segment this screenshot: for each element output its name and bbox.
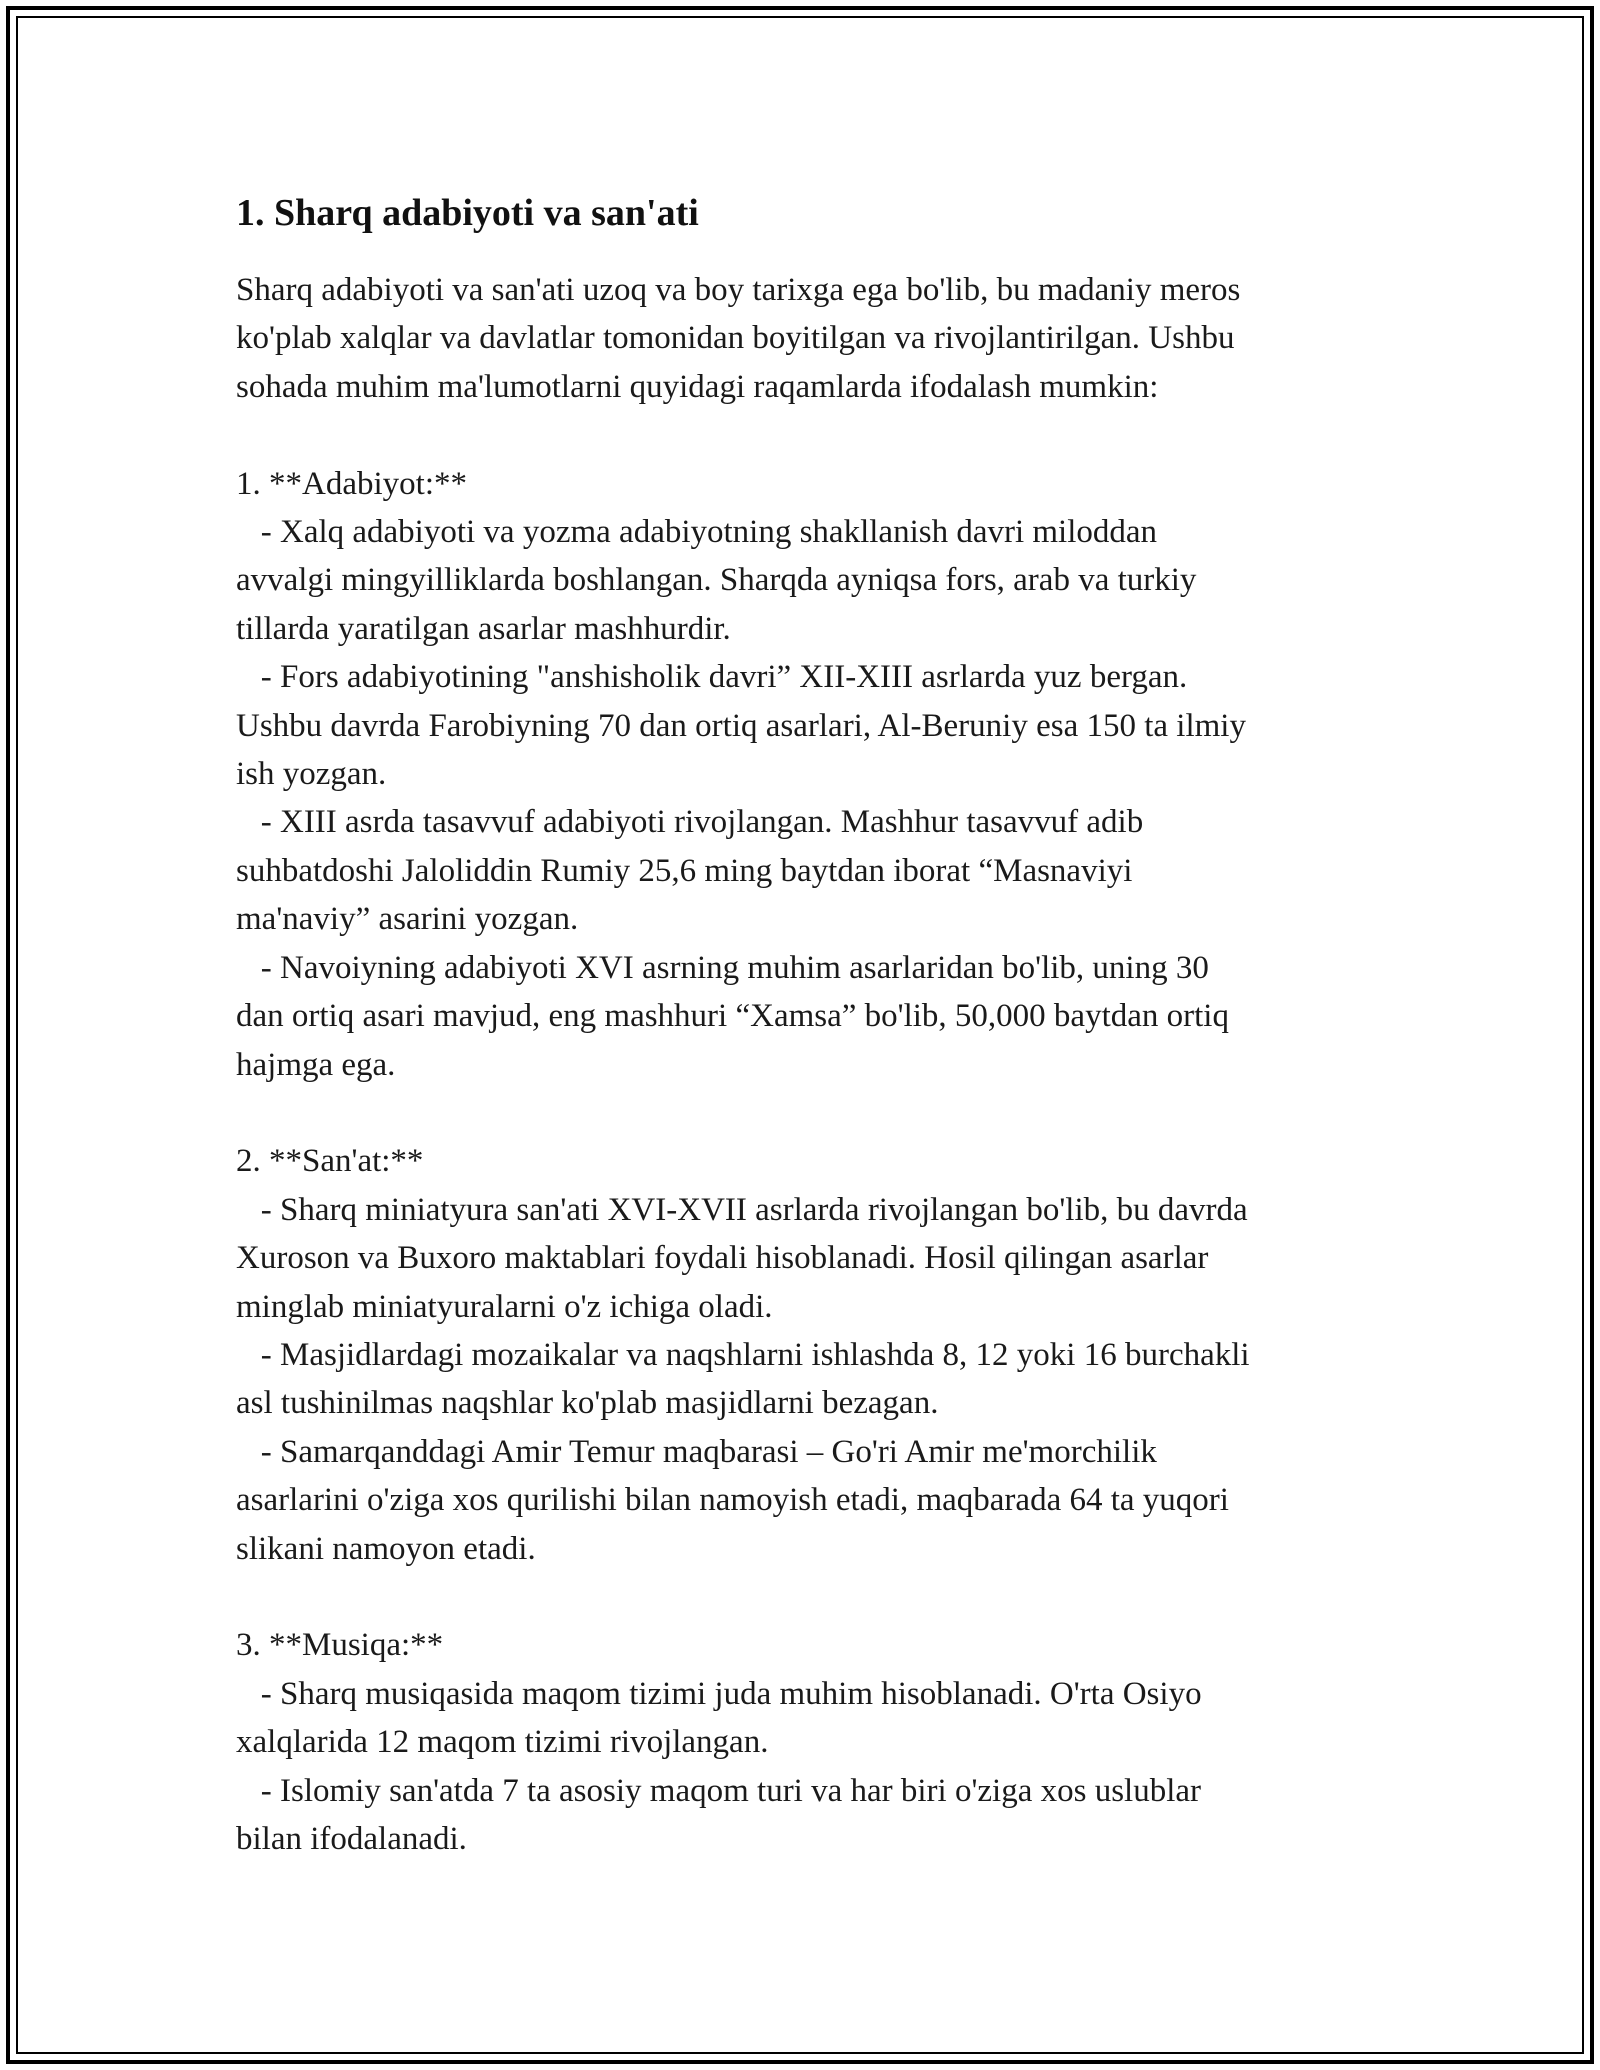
- list-item: - XIII asrda tasavvuf adabiyoti rivojlangan. Mashhur tasavvuf adib suhbatdoshi Jaloliddin Rumiy 25,6 ming baytdan iborat “Masnaviyi ma'naviy” asarini yozgan.: [236, 804, 1144, 938]
- list-item: - Samarqanddagi Amir Temur maqbarasi – Go'ri Amir me'morchilik asarlarini o'ziga xos qurilishi bilan namoyish etadi, maqbarada 64 ta yuqori slikani namoyon etadi.: [236, 1433, 1229, 1567]
- list-item: - Fors adabiyotining "anshisholik davri” XII-XIII asrlarda yuz bergan. Ushbu davrda Farobiyning 70 dan ortiq asarlari, Al-Beruniy esa 150 ta ilmiy ish yozgan.: [236, 659, 1246, 793]
- page-title: 1. Sharq adabiyoti va san'ati: [236, 192, 699, 234]
- list-item: - Sharq miniatyura san'ati XVI-XVII asrlarda rivojlangan bo'lib, bu davrda Xuroson va Buxoro maktablari foydali hisoblanadi. Hosil qilingan asarlar minglab miniatyuralarni o'z ichiga oladi.: [236, 1191, 1248, 1325]
- section-heading: 3. **Musiqa:**: [236, 1627, 444, 1664]
- list-item: - Masjidlardagi mozaikalar va naqshlarni ishlashda 8, 12 yoki 16 burchakli asl tushinilmas naqshlar ko'plab masjidlarni bezagan.: [236, 1336, 1250, 1422]
- document-body: [236, 186, 1366, 1863]
- section-heading: 2. **San'at:**: [236, 1143, 424, 1180]
- list-item: - Sharq musiqasida maqom tizimi juda muhim hisoblanadi. O'rta Osiyo xalqlarida 12 maqom tizimi rivojlangan.: [236, 1675, 1202, 1761]
- list-item: - Islomiy san'atda 7 ta asosiy maqom turi va har biri o'ziga xos uslublar bilan ifodalanadi.: [236, 1772, 1202, 1857]
- list-item: - Xalq adabiyoti va yozma adabiyotning shakllanish davri miloddan avvalgi mingyilliklarda boshlangan. Sharqda ayniqsa fors, arab va turkiy tillarda yaratilgan asarlar mashhurdir.: [236, 514, 1197, 647]
- section-heading: 1. **Adabiyot:**: [236, 465, 467, 502]
- intro-paragraph: [236, 266, 1366, 1863]
- list-item: - Navoiyning adabiyoti XVI asrning muhim asarlaridan bo'lib, uning 30 dan ortiq asari mavjud, eng mashhuri “Xamsa” bo'lib, 50,000 baytdan ortiq hajmga ega.: [236, 949, 1229, 1083]
- intro-text: Sharq adabiyoti va san'ati uzoq va boy tarixga ega bo'lib, bu madaniy meros ko'plab xalqlar va davlatlar tomonidan boyitilgan va rivojlantirilgan. Ushbu sohada muhim ma'lumotlarni quyidagi raqamlarda ifodalash mumkin:: [236, 272, 1241, 405]
